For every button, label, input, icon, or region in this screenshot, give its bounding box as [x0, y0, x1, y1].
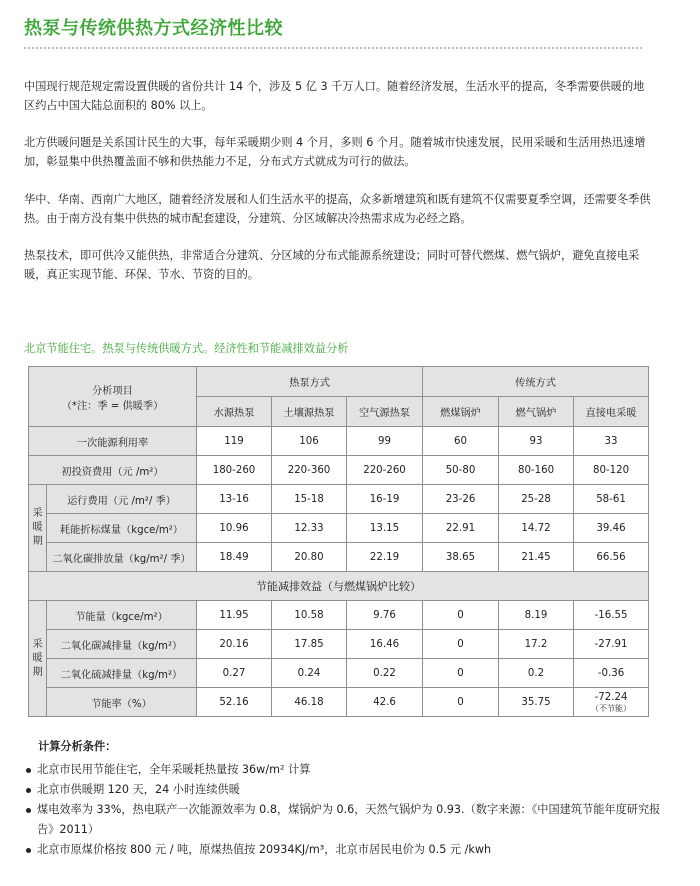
not-energy-saving-note: （不节能）	[591, 703, 632, 713]
row-label: 节能率（%）	[47, 688, 197, 717]
table-row	[29, 601, 649, 630]
table-cell: 25-28	[499, 485, 574, 514]
list-item: 北京市民用节能住宅，全年采暖耗热量按 36w/m² 计算	[24, 760, 664, 780]
table-row	[29, 485, 649, 514]
table-cell: 60	[423, 427, 499, 456]
table-cell: 80-120	[574, 456, 649, 485]
row-label: 节能量（kgce/m²）	[47, 601, 197, 630]
season-label-text: 采暖期	[32, 638, 43, 678]
section-header: 节能减排效益（与燃煤锅炉比较）	[29, 572, 649, 601]
row-label: 初投资费用（元 /m²）	[29, 456, 197, 485]
group-heat-pump: 热泵方式	[197, 367, 423, 397]
table-cell: 21.45	[499, 543, 574, 572]
table-cell: 22.91	[423, 514, 499, 543]
table-cell: 42.6	[347, 688, 423, 717]
col-header: 直接电采暖	[574, 397, 649, 427]
paragraph-1: 中国现行规范规定需设置供暖的省份共计 14 个，涉及 5 亿 3 千万人口。随着经济发展，生活水平的提高，冬季需要供暖的地区约占中国大陆总面积的 80% 以上。	[24, 80, 645, 112]
row-label: 一次能源利用率	[29, 427, 197, 456]
table-cell: 12.33	[272, 514, 347, 543]
conditions-title: 计算分析条件：	[38, 740, 117, 753]
table-cell: 39.46	[574, 514, 649, 543]
col-header: 燃煤锅炉	[423, 397, 499, 427]
col-header: 燃气锅炉	[499, 397, 574, 427]
table-cell: 46.18	[272, 688, 347, 717]
group-traditional: 传统方式	[423, 367, 649, 397]
table-row	[29, 456, 649, 485]
table-row	[29, 427, 649, 456]
table-cell: 33	[574, 427, 649, 456]
row-label: 二氧化硫减排量（kg/m²）	[47, 659, 197, 688]
table-cell: 220-360	[272, 456, 347, 485]
paragraph-2: 北方供暖问题是关系国计民生的大事，每年采暖期少则 4 个月，多则 6 个月。随着城市快速发展，民用采暖和生活用热迅速增加，彰显集中供热覆盖面不够和供热能力不足，分布式方式就成为可行的做法。	[24, 136, 646, 168]
table-cell: 18.49	[197, 543, 272, 572]
row-label: 二氧化碳排放量（kg/m²/ 季）	[47, 543, 197, 572]
list-item: 北京市原煤价格按 800 元 / 吨，原煤热值按 20934KJ/m³，北京市居民电价为 0.5 元 /kwh	[24, 840, 664, 860]
table-row	[29, 543, 649, 572]
page-title: 热泵与传统供热方式经济性比较	[24, 18, 283, 39]
col-header: 土壤源热泵	[272, 397, 347, 427]
table-cell: 0	[423, 659, 499, 688]
table-cell: 11.95	[197, 601, 272, 630]
table-cell: 50-80	[423, 456, 499, 485]
season-label-text: 采暖期	[32, 508, 43, 547]
season-label	[29, 485, 47, 572]
table-cell: 0	[423, 630, 499, 659]
table-cell: 17.2	[499, 630, 574, 659]
table-cell: 106	[272, 427, 347, 456]
table-cell: 58-61	[574, 485, 649, 514]
table-cell: 20.16	[197, 630, 272, 659]
row-label: 运行费用（元 /m²/ 季）	[47, 485, 197, 514]
table-row	[29, 688, 649, 717]
corner-note: （*注：季 = 供暖季）	[61, 400, 164, 412]
table-row	[29, 514, 649, 543]
table-cell: 22.19	[347, 543, 423, 572]
table-cell: 20.80	[272, 543, 347, 572]
table-cell: 38.65	[423, 543, 499, 572]
table-cell: 0	[423, 601, 499, 630]
table-cell: 66.56	[574, 543, 649, 572]
table-row	[29, 630, 649, 659]
col-header: 空气源热泵	[347, 397, 423, 427]
table-cell: 17.85	[272, 630, 347, 659]
table-cell: 23-26	[423, 485, 499, 514]
corner-label: 分析项目	[92, 385, 133, 397]
table-cell: 13-16	[197, 485, 272, 514]
table-cell: 0.2	[499, 659, 574, 688]
paragraph-4: 热泵技术，即可供冷又能供热，非常适合分建筑、分区域的分布式能源系统建设；同时可替代燃煤、燃气锅炉，避免直接电采暖，真正实现节能、环保、节水、节资的目的。	[24, 249, 640, 281]
table-cell: 180-260	[197, 456, 272, 485]
table-cell: 9.76	[347, 601, 423, 630]
table-cell: 13.15	[347, 514, 423, 543]
table-cell: -16.55	[574, 601, 649, 630]
table-title: 北京节能住宅。热泵与传统供暖方式。经济性和节能减排效益分析	[24, 342, 349, 355]
table-cell: 0	[423, 688, 499, 717]
table-cell: 10.58	[272, 601, 347, 630]
col-header: 水源热泵	[197, 397, 272, 427]
table-cell: 220-260	[347, 456, 423, 485]
table-cell: 99	[347, 427, 423, 456]
paragraph-3: 华中、华南、西南广大地区，随着经济发展和人们生活水平的提高，众多新增建筑和既有建筑不仅需要夏季空调，还需要冬季供热。由于南方没有集中供热的城市配套建设，分建筑、分区域解决冷热需求成为必经之路。	[24, 193, 651, 225]
season-label	[29, 601, 47, 717]
table-cell-value: -72.24	[594, 691, 628, 703]
table-cell: 15-18	[272, 485, 347, 514]
table-cell: 93	[499, 427, 574, 456]
table-cell: 8.19	[499, 601, 574, 630]
row-label: 耗能折标煤量（kgce/m²）	[47, 514, 197, 543]
table-cell: 80-160	[499, 456, 574, 485]
table-cell: 14.72	[499, 514, 574, 543]
list-item: 煤电效率为 33%，热电联产一次能源效率为 0.8，煤锅炉为 0.6，天然气锅炉为 0.93.（数字来源：《中国建筑节能年度研究报告》2011）	[24, 800, 664, 840]
comparison-table	[28, 366, 649, 717]
table-cell: 16-19	[347, 485, 423, 514]
table-cell: 0.22	[347, 659, 423, 688]
table-cell: -27.91	[574, 630, 649, 659]
table-cell: 10.96	[197, 514, 272, 543]
row-label: 二氧化碳减排量（kg/m²）	[47, 630, 197, 659]
table-cell	[574, 688, 649, 717]
title-divider	[24, 47, 642, 49]
table-cell: 0.27	[197, 659, 272, 688]
table-cell: 52.16	[197, 688, 272, 717]
table-cell: 35.75	[499, 688, 574, 717]
table-cell: 16.46	[347, 630, 423, 659]
table-row	[29, 659, 649, 688]
table-cell: -0.36	[574, 659, 649, 688]
list-item: 北京市供暖期 120 天，24 小时连续供暖	[24, 780, 664, 800]
corner-header	[29, 367, 197, 427]
conditions-list	[24, 760, 664, 860]
table-cell: 0.24	[272, 659, 347, 688]
table-cell: 119	[197, 427, 272, 456]
